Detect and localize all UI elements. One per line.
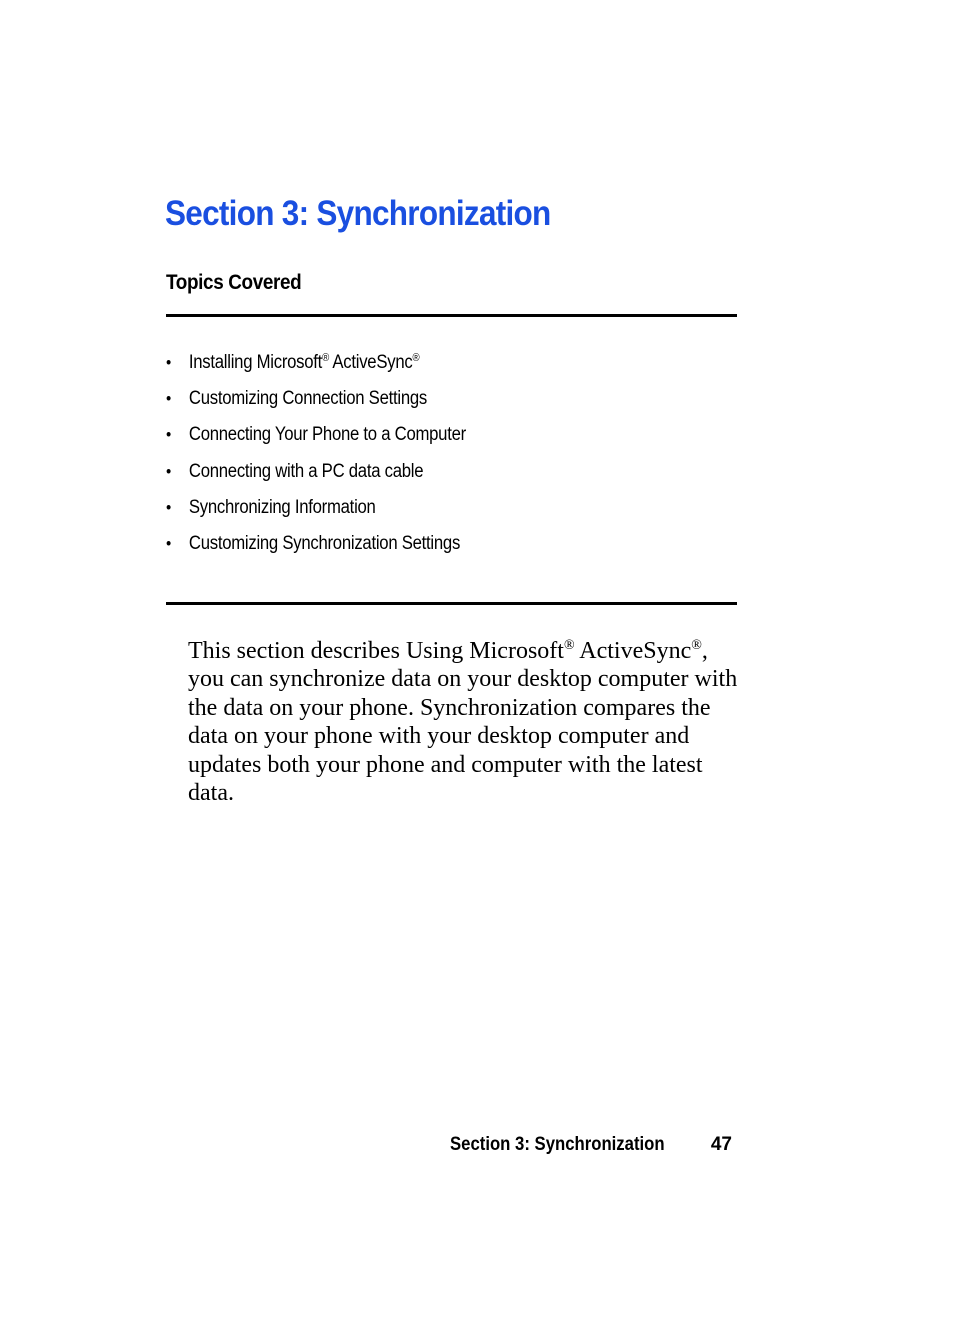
bullet-icon: • [166,533,171,553]
bullet-icon: • [166,425,171,445]
intro-text-part2: ActiveSync [574,638,692,664]
topic-text-continued: ActiveSync [328,352,413,373]
topic-text: Installing Microsoft [188,352,323,373]
registered-mark: ® [412,352,420,364]
topic-text: Customizing Connection Settings [188,388,427,410]
registered-mark: ® [691,638,702,653]
topic-text: Connecting with a PC data cable [188,460,424,482]
list-item [166,418,466,454]
intro-paragraph [188,637,748,807]
topic-text: Synchronizing Information [188,496,376,518]
top-divider [166,314,737,317]
topics-heading: Topics Covered [166,271,302,294]
bullet-icon: • [166,389,171,409]
page-title: Section 3: Synchronization [165,194,551,233]
list-item [166,382,466,418]
topic-text: Customizing Synchronization Settings [188,532,461,554]
bullet-icon: • [166,353,171,372]
bottom-divider [166,602,737,605]
bullet-icon: • [166,461,171,481]
footer-section-title: Section 3: Synchronization [450,1134,665,1155]
topic-text: Connecting Your Phone to a Computer [188,424,466,446]
list-item [166,455,466,491]
intro-text-part1: This section describes Using Microsoft [188,638,564,664]
list-item [166,346,466,382]
registered-mark: ® [322,352,329,364]
bullet-icon: • [166,497,171,517]
registered-mark: ® [563,638,575,653]
topics-list [166,346,507,563]
page-number: 47 [710,1134,732,1155]
list-item [166,491,466,527]
intro-text-part3: , you can synchronize data on your desktop computer with the data on your phone. Synchronization compares the data on your phone with your desktop computer and updates both your phone and computer with the latest data. [188,638,738,807]
list-item [166,527,466,563]
